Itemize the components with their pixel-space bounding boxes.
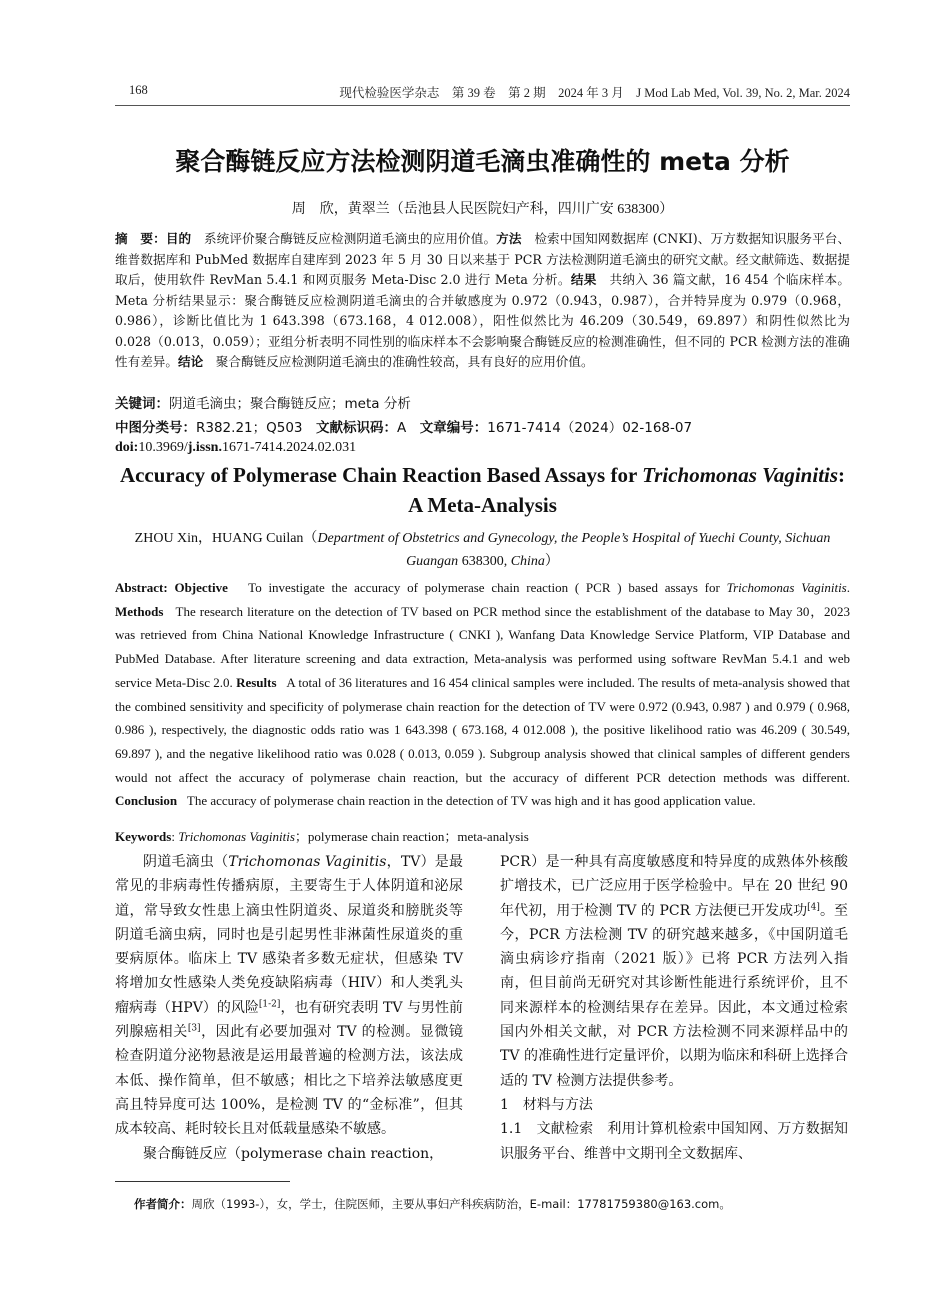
doc-code-value: A — [397, 420, 407, 436]
clc-label: 中图分类号： — [115, 420, 196, 436]
abstract-en-conclusion-label: Conclusion — [115, 793, 178, 809]
keywords-en-label: Keywords — [115, 829, 172, 844]
title-en-italic: Trichomonas Vaginitis — [642, 463, 839, 487]
doi-prefix: 10.3969/ — [138, 440, 188, 455]
conclusion-label: 结论 — [177, 354, 204, 369]
body-text: PCR）是一种具有高度敏感度和特异度的成熟体外核酸扩增技术，已广泛应用于医学检验中。早在 20 世纪 90 年代初，用于检测 TV 的 PCR 方法便已开发成功 — [500, 854, 848, 919]
page-number: 168 — [129, 83, 148, 97]
results-label: 结果 — [570, 272, 597, 287]
abstract-en-methods-label: Methods — [115, 603, 164, 619]
section-heading: 1 材料与方法 — [500, 1096, 593, 1113]
doc-code-label: 文献标识码： — [316, 420, 398, 436]
title-en-part2: : A Meta-Analysis — [408, 463, 846, 517]
article-number-value: 1671-7414（2024）02-168-07 — [487, 420, 693, 436]
authors-en-postcode: 638300, — [458, 554, 511, 569]
abstract-en-results: A total of 36 literatures and 16 454 clinical samples were included. The results of meta-analysis showed that the combined sensitivity and specificity of polymerase chain reaction for the detection of TV were 0.972 (0.943, 0.987 ) and 0.979 ( 0.968, 0.986 ), respectively, the diagnostic odds ratio was 1 643.398 ( 673.168, 4 012.008 ), the positive likelihood ratio was 46.209 ( 30.549, 69.897 ), and the negative likelihood ratio was 0.028 ( 0.013, 0.059 ). Subgroup analysis showed that clinical samples of different genders would not affect the accuracy of polymerase chain reaction, but the accuracy of different PCR detection methods was different. — [115, 674, 851, 785]
objective-label: 目的 — [165, 231, 192, 246]
footnote-text: 周欣（1993-），女，学士，住院医师，主要从事妇产科疾病防治，E-mail：17781759380@163.com。 — [191, 1197, 731, 1211]
abstract-en-label: Abstract: Objective — [115, 580, 228, 595]
doi-bold: j.issn. — [187, 440, 222, 455]
abstract-chinese — [115, 229, 850, 373]
authors-english — [115, 527, 850, 573]
body-column-left — [115, 850, 463, 1166]
footnote-divider — [115, 1181, 290, 1182]
body-text: 利用计算机检索中国知网、万方数据知识服务平台、维普中文期刊全文数据库、 — [500, 1121, 849, 1162]
abstract-en-objective-end: . — [846, 580, 850, 595]
article-number-label: 文章编号： — [419, 420, 488, 436]
journal-info: 现代检验医学杂志 第 39 卷 第 2 期 2024 年 3 月 J Mod Lab Med, Vol. 39, No. 2, Mar. 2024 — [339, 86, 850, 100]
keywords-chinese — [115, 392, 850, 412]
keywords-english — [115, 826, 850, 845]
keywords-label: 关键词： — [115, 396, 169, 412]
author-footnote — [134, 1196, 850, 1212]
abstract-en-objective: To investigate the accuracy of polymerase chain reaction ( PCR ) based assays for — [248, 580, 727, 595]
body-text: ，也有研究表明 TV 与男性前列腺癌相关 — [115, 999, 463, 1041]
authors-en-affiliation: Department of Obstetrics and Gynecology, the People’s Hospital of Yuechi County, Sichuan Guangan — [317, 531, 831, 569]
body-text: 阴道毛滴虫（ — [143, 854, 229, 870]
authors-en-close: ） — [544, 554, 559, 569]
body-paragraph — [115, 850, 463, 1142]
keywords-text: 阴道毛滴虫；聚合酶链反应；meta 分析 — [169, 396, 411, 412]
abstract-label: 摘 要： — [115, 231, 166, 246]
keywords-en-sep: : — [171, 829, 179, 844]
citation-ref: [1-2] — [258, 999, 281, 1010]
citation-ref: [3] — [187, 1023, 201, 1034]
abstract-en-methods: The research literature on the detection of TV based on PCR method since the establishment of the database to May 30，2023 was retrieved from China National Knowledge Infrastructure ( CNKI ), Wanfang Data Knowledge Service Platform, VIP Database and PubMed Database. After literature screening and data extraction, Meta-analysis was performed using software RevMan 5.4.1 and web service Meta-Disc 2.0. — [115, 603, 851, 690]
body-paragraph — [500, 850, 848, 1093]
running-header — [115, 83, 850, 106]
results-text: 共纳入 36 篇文献，16 454 个临床样本。Meta 分析结果显示：聚合酶链反应检测阴道毛滴虫的合并敏感度为 0.972（0.943，0.987），合并特异度为 0.979（0.968，0.986），诊断比值比为 1 643.398（673.168，4 012.008），阳性似然比为 46.209（30.549，69.897）和阴性似然比为 0.028（0.013，0.059）；亚组分析表明不同性别的临床样本不会影响聚合酶链反应的检测准确性，但不同的 PCR 检测方法的准确性有差异。 — [115, 272, 850, 369]
subsection-label: 1.1 文献检索 — [500, 1121, 594, 1138]
abstract-en-objective-italic: Trichomonas Vaginitis — [726, 580, 847, 595]
doi-label: doi: — [115, 440, 139, 455]
footnote-label: 作者简介： — [134, 1197, 192, 1211]
conclusion-text: 聚合酶链反应检测阴道毛滴虫的准确性较高，具有良好的应用价值。 — [215, 354, 594, 369]
body-text: ，TV）是最常见的非病毒性传播病原，主要寄生于人体阴道和泌尿道，常导致女性患上滴虫性阴道炎、尿道炎和膀胱炎等阴道毛滴虫病，同时也是引起男性非淋菌性尿道炎的重要病原体。临床上 TV 感染者多数无症状，但感染 TV 将增加女性感染人类免疫缺陷病毒（HIV）和人类乳头瘤病毒（HPV）的风险 — [115, 854, 464, 1016]
body-column-right — [500, 850, 848, 1166]
authors-en-names: ZHOU Xin，HUANG Cuilan（ — [134, 531, 318, 546]
doi-suffix: 1671-7414.2024.02.031 — [221, 440, 357, 455]
body-text: 。至今，PCR 方法检测 TV 的研究越来越多，《中国阴道毛滴虫病诊疗指南（2021 版）》已将 PCR 方法列入指南，但目前尚无研究对其诊断性能进行系统评价，且不同来源样本的检测结果存在差异。因此，本文通过检索国内外相关文献，对 PCR 方法检测不同来源样品中的 TV 的准确性进行定量评价，以期为临床和科研上选择合适的 TV 检测方法提供参考。 — [500, 902, 849, 1089]
body-paragraph: 聚合酶链反应（polymerase chain reaction， — [143, 1145, 444, 1162]
abstract-en-conclusion: The accuracy of polymerase chain reaction in the detection of TV was high and it has good application value. — [186, 793, 756, 809]
methods-text: 检索中国知网数据库 (CNKI)、万方数据知识服务平台、维普数据库和 PubMed 数据库自建库到 2023 年 5 月 30 日以来基于 PCR 方法检测阴道毛滴虫的研究文献。经文献筛选、数据提取后，使用软件 RevMan 5.4.1 和网页服务 Meta-Disc 2.0 进行 Meta 分析。 — [115, 231, 851, 287]
authors-chinese: 周 欣，黄翠兰（岳池县人民医院妇产科，四川广安 638300） — [291, 202, 674, 217]
objective-text: 系统评价聚合酶链反应检测阴道毛滴虫的应用价值。 — [203, 231, 497, 246]
methods-label: 方法 — [496, 231, 522, 246]
keywords-en-rest: ；polymerase chain reaction；meta-analysis — [294, 829, 529, 844]
clc-value: R382.21；Q503 — [196, 420, 303, 436]
title-english — [115, 460, 850, 520]
abstract-en-results-label: Results — [236, 674, 277, 690]
authors-en-country: China — [510, 554, 545, 569]
body-paragraph — [500, 1117, 848, 1166]
body-text: ，因此有必要加强对 TV 的检测。显微镜检查阴道分泌物悬液是运用最普遍的检测方法，该法成本低、操作简单，但不敏感；相比之下培养法敏感度更高且特异度可达 100%，是检测 TV 的“金标准”，但其成本较高、耗时较长且对低载量感染不敏感。 — [115, 1024, 463, 1138]
citation-ref: [4] — [807, 901, 820, 912]
abstract-english — [115, 576, 850, 813]
body-italic: Trichomonas Vaginitis — [228, 854, 387, 870]
doi-line — [115, 440, 850, 456]
title-en-part1: Accuracy of Polymerase Chain Reaction Based Assays for — [119, 463, 643, 487]
classification-line — [115, 416, 850, 436]
title-chinese: 聚合酶链反应方法检测阴道毛滴虫准确性的 meta 分析 — [175, 147, 790, 176]
keywords-en-italic: Trichomonas Vaginitis — [178, 829, 295, 844]
